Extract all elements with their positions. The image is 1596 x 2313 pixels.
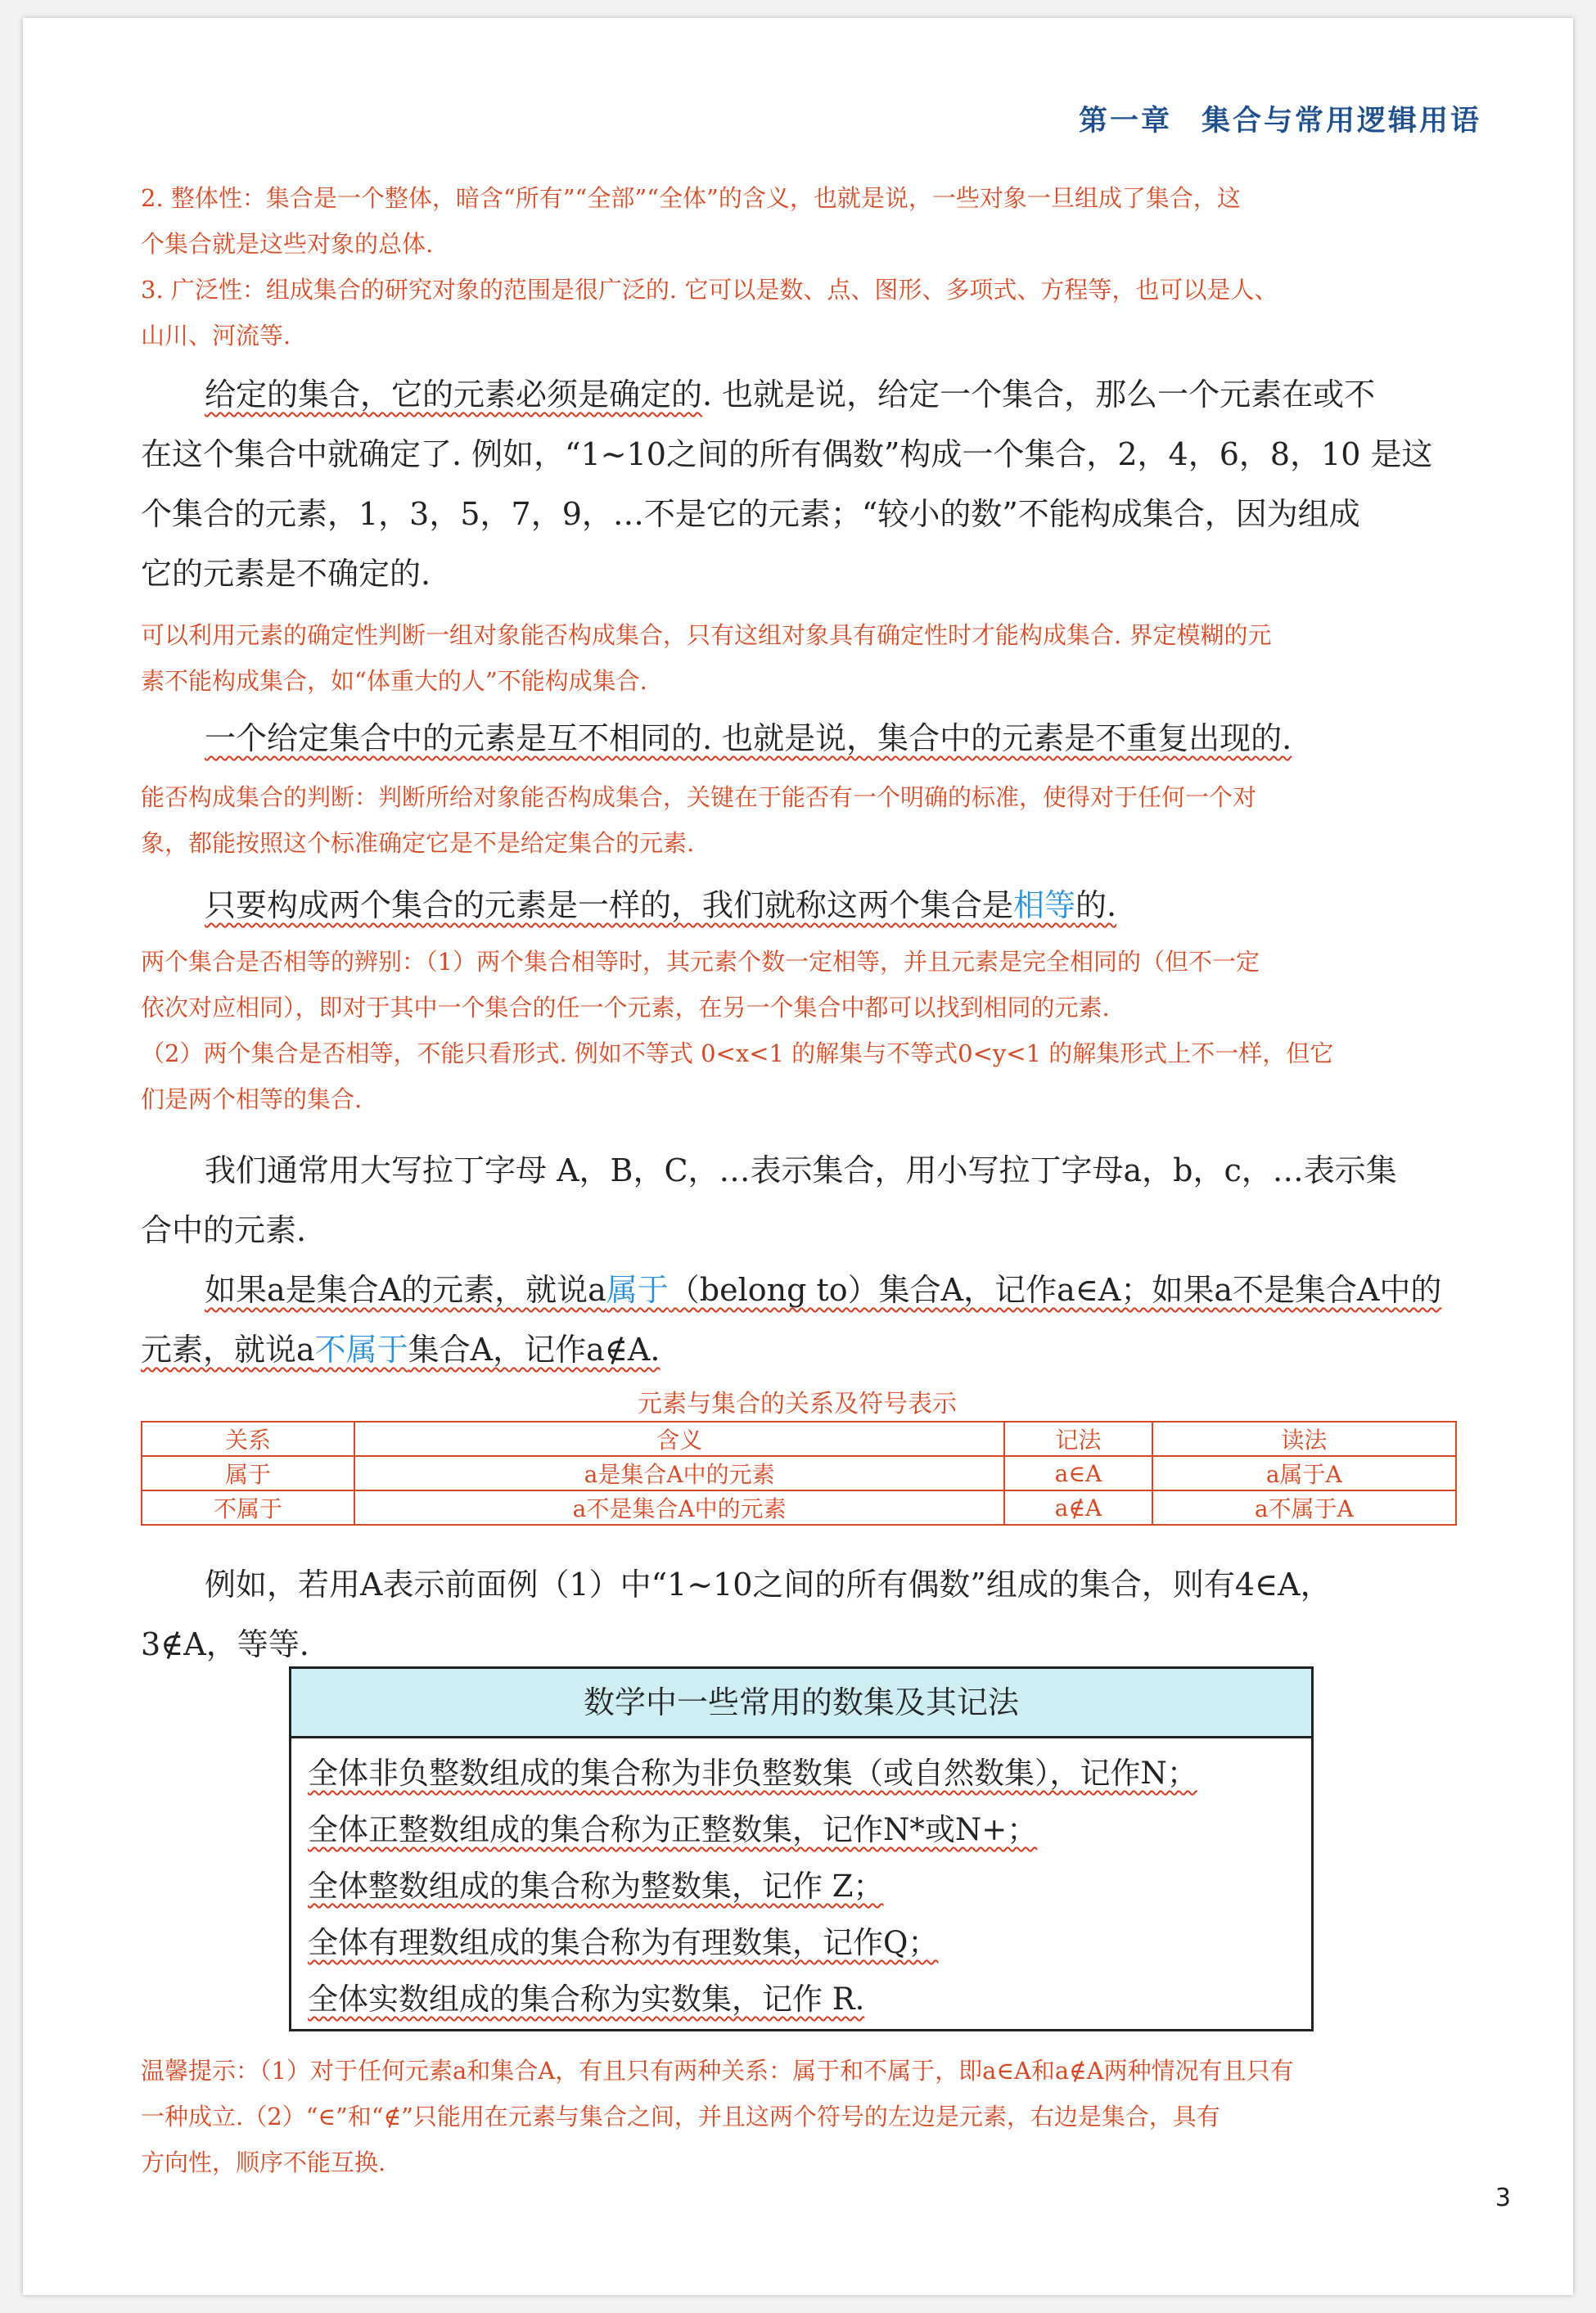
table-row	[142, 1456, 1456, 1490]
number-set-item: 全体正整数组成的集合称为正整数集，记作N*或N+；	[308, 1812, 1038, 1847]
text: 的.	[1075, 887, 1117, 923]
note-line: 个集合就是这些对象的总体.	[141, 230, 434, 258]
note-line: 素不能构成集合，如“体重大的人”不能构成集合.	[141, 667, 647, 695]
paragraph-equal	[141, 876, 1454, 936]
text-line: 个集合的元素，1，3，5，7，9，…不是它的元素；“较小的数”不能构成集合，因为组成	[141, 496, 1360, 532]
term-not-belong: 不属于	[314, 1332, 408, 1368]
text-line: 它的元素是不确定的.	[141, 556, 431, 592]
text: 如果a是集合A的元素，就说a	[205, 1272, 606, 1308]
note-line: 方向性，顺序不能互换.	[141, 2148, 386, 2176]
chapter-header	[1079, 98, 1481, 139]
paragraph-example	[141, 1555, 1454, 1675]
table-cell: a是集合A中的元素	[354, 1456, 1004, 1490]
underlined-definition	[205, 887, 1116, 923]
paragraph-belong	[141, 1260, 1454, 1380]
number-set-item: 全体整数组成的集合称为整数集，记作 Z；	[308, 1869, 884, 1904]
underlined-definition: 一个给定集合中的元素是互不相同的. 也就是说，集合中的元素是不重复出现的.	[205, 720, 1292, 756]
text-line: 例如，若用A表示前面例（1）中“1~10之间的所有偶数”组成的集合，则有4∈A，	[205, 1567, 1332, 1603]
note-line: 能否构成集合的判断：判断所给对象能否构成集合，关键在于能否有一个明确的标准，使得对于任何一个对	[141, 783, 1257, 811]
table-header: 含义	[354, 1422, 1004, 1456]
table-header: 关系	[142, 1422, 354, 1456]
paragraph-distinct	[141, 709, 1454, 769]
term-equal: 相等	[1013, 887, 1076, 923]
underlined-definition: 给定的集合，它的元素必须是确定的	[205, 376, 703, 413]
note-equal	[141, 939, 1454, 1122]
note-line: 可以利用元素的确定性判断一组对象能否构成集合，只有这组对象具有确定性时才能构成集合. 界定模糊的元	[141, 621, 1272, 649]
note-line: 山川、河流等.	[141, 322, 291, 349]
text: （belong to）集合A，记作a∈A；如果a不是集合A中的	[668, 1272, 1442, 1308]
table-cell: 不属于	[142, 1490, 354, 1525]
number-set-item: 全体非负整数组成的集合称为非负整数集（或自然数集），记作N；	[308, 1756, 1197, 1791]
text-line: 合中的元素.	[141, 1212, 307, 1248]
table-cell: 属于	[142, 1456, 354, 1490]
chapter-number: 第一章	[1078, 105, 1172, 138]
table-header-row	[142, 1422, 1456, 1456]
text-line: 3∉A，等等.	[141, 1626, 309, 1662]
text-line: 我们通常用大写拉丁字母 A，B，C，…表示集合，用小写拉丁字母a，b，c，…表示集	[205, 1152, 1397, 1188]
paragraph-notation	[141, 1141, 1454, 1260]
table-header: 读法	[1152, 1422, 1456, 1456]
note-distinct	[141, 774, 1454, 866]
text: . 也就是说，给定一个集合，那么一个元素在或不	[702, 376, 1376, 413]
note-line: 2. 整体性：集合是一个整体，暗含“所有”“全部”“全体”的含义，也就是说，一些对象一旦组成了集合，这	[141, 184, 1241, 212]
note-line: 们是两个相等的集合.	[141, 1085, 363, 1113]
table-cell: a不是集合A中的元素	[354, 1490, 1004, 1525]
table-cell: a∉A	[1004, 1490, 1152, 1525]
table-caption: 元素与集合的关系及符号表示	[638, 1390, 957, 1418]
number-set-item: 全体有理数组成的集合称为有理数集，记作Q；	[308, 1925, 939, 1960]
note-determinate	[141, 612, 1454, 704]
number-set-item: 全体实数组成的集合称为实数集，记作 R.	[308, 1982, 865, 2017]
text: 集合A，记作a∉A.	[408, 1332, 660, 1368]
note-line: 象，都能按照这个标准确定它是不是给定集合的元素.	[141, 829, 695, 857]
note-line: 3. 广泛性：组成集合的研究对象的范围是很广泛的. 它可以是数、点、图形、多项式、方程等，也可以是人、	[141, 276, 1278, 304]
number-sets-box	[289, 1666, 1314, 2031]
text: 元素，就说a	[141, 1332, 315, 1368]
page-number: 3	[1495, 2184, 1511, 2212]
term-belong: 属于	[606, 1272, 669, 1308]
paragraph-determinate	[141, 365, 1454, 604]
text: 只要构成两个集合的元素是一样的，我们就称这两个集合是	[205, 887, 1014, 923]
text-line: 在这个集合中就确定了. 例如，“1~10之间的所有偶数”构成一个集合，2，4，6，8，10 是这	[141, 436, 1433, 472]
note-line: 温馨提示：（1）对于任何元素a和集合A，有且只有两种关系：属于和不属于，即a∈A和a∉A两种情况有且只有	[141, 2057, 1294, 2085]
box-title: 数学中一些常用的数集及其记法	[291, 1669, 1311, 1738]
table-header: 记法	[1004, 1422, 1152, 1456]
relation-table	[141, 1421, 1457, 1526]
chapter-title: 集合与常用逻辑用语	[1201, 105, 1481, 138]
table-row	[142, 1490, 1456, 1525]
note-line: （2）两个集合是否相等，不能只看形式. 例如不等式 0<x<1 的解集与不等式0<y<1 的解集形式上不一样，但它	[141, 1039, 1334, 1067]
note-top	[141, 175, 1454, 358]
note-line: 两个集合是否相等的辨别：（1）两个集合相等时，其元素个数一定相等，并且元素是完全相同的（但不一定	[141, 948, 1260, 976]
table-cell: a属于A	[1152, 1456, 1456, 1490]
tip-note	[141, 2048, 1454, 2185]
note-line: 依次对应相同），即对于其中一个集合的任一个元素，在另一个集合中都可以找到相同的元素.	[141, 994, 1110, 1021]
note-line: 一种成立.（2）“∈”和“∉”只能用在元素与集合之间，并且这两个符号的左边是元素，右边是集合，具有	[141, 2103, 1220, 2130]
table-cell: a∈A	[1004, 1456, 1152, 1490]
table-cell: a不属于A	[1152, 1490, 1456, 1525]
